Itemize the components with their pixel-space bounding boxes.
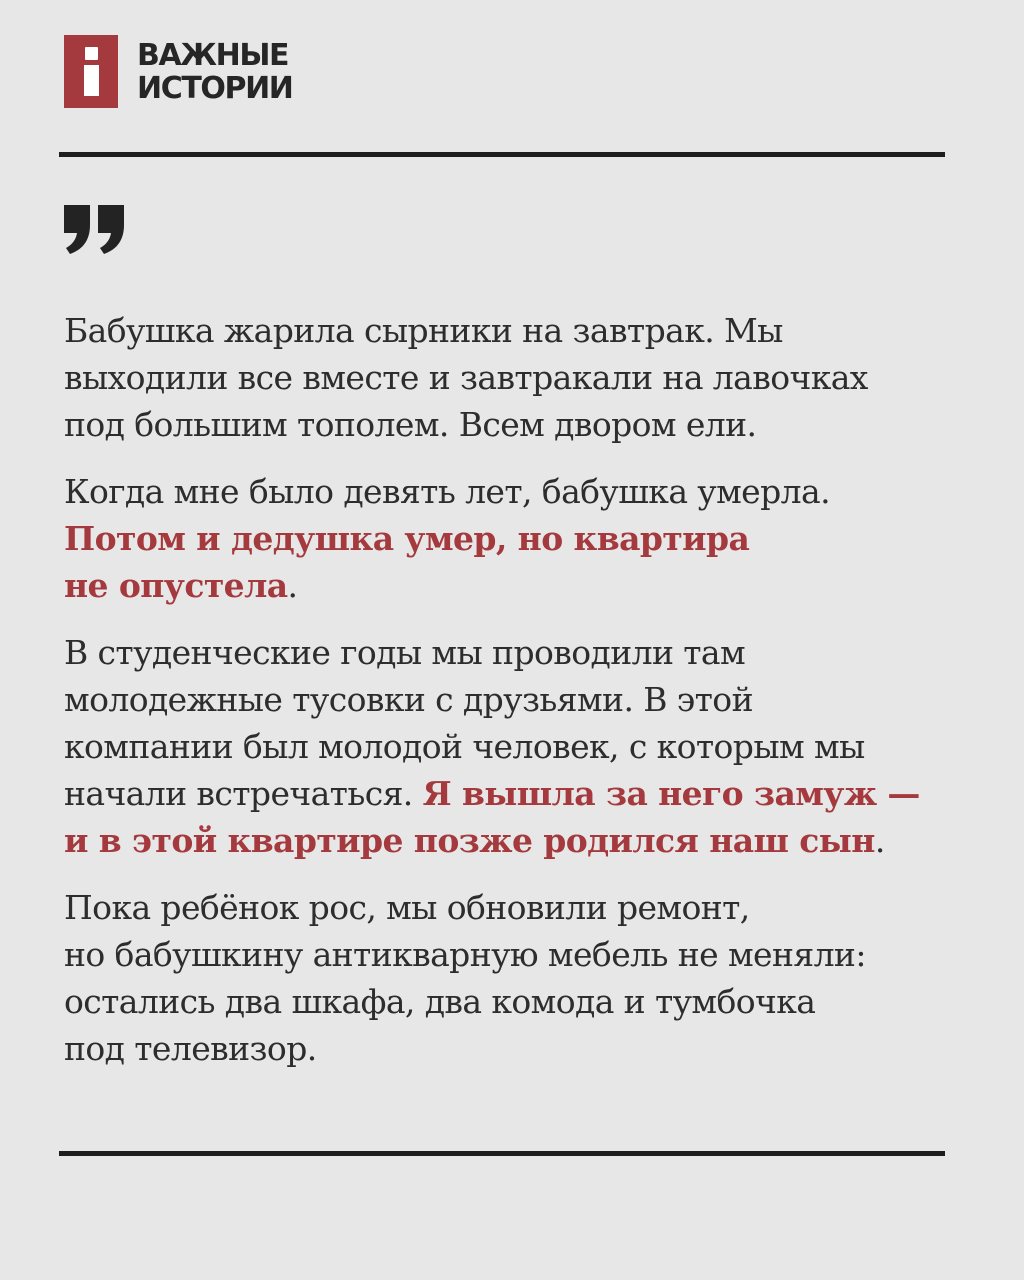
text-line: В студенческие годы мы проводили там [64, 633, 746, 672]
info-i-icon [64, 35, 118, 108]
text-punctuation: . [287, 566, 298, 605]
brand-name-line1: ВАЖНЫЕ [137, 37, 289, 73]
text-line: компании был молодой человек, с которым мы [64, 727, 865, 766]
text-line: под большим тополем. Всем двором ели. [64, 405, 757, 444]
closing-quote-icon [62, 203, 132, 259]
top-divider [59, 152, 945, 157]
text-line: Бабушка жарила сырники на завтрак. Мы [64, 311, 783, 350]
brand-name-line2: ИСТОРИИ [137, 70, 293, 106]
text-line: выходили все вместе и завтракали на лавочках [64, 358, 868, 397]
text-line: молодежные тусовки с друзьями. В этой [64, 680, 753, 719]
text-line: под телевизор. [64, 1029, 317, 1068]
paragraph-4 [64, 884, 964, 1072]
text-line: начали встречаться. [64, 774, 423, 813]
paragraph-3 [64, 629, 964, 864]
text-line: остались два шкафа, два комода и тумбочка [64, 982, 816, 1021]
highlight-text: Потом и дедушка умер, но квартира [64, 519, 750, 558]
highlight-text: и в этой квартире позже родился наш сын [64, 821, 875, 860]
text-line: но бабушкину антикварную мебель не меняли: [64, 935, 866, 974]
bottom-divider [59, 1151, 945, 1156]
text-line: Когда мне было девять лет, бабушка умерла. [64, 472, 830, 511]
highlight-text: не опустела [64, 566, 288, 605]
article-body [64, 307, 964, 1092]
brand-name [137, 39, 293, 105]
brand-logo [64, 35, 293, 108]
paragraph-1 [64, 307, 964, 448]
text-line: Пока ребёнок рос, мы обновили ремонт, [64, 888, 750, 927]
highlight-text: Я вышла за него замуж — [422, 774, 920, 813]
text-punctuation: . [874, 821, 885, 860]
paragraph-2 [64, 468, 964, 609]
